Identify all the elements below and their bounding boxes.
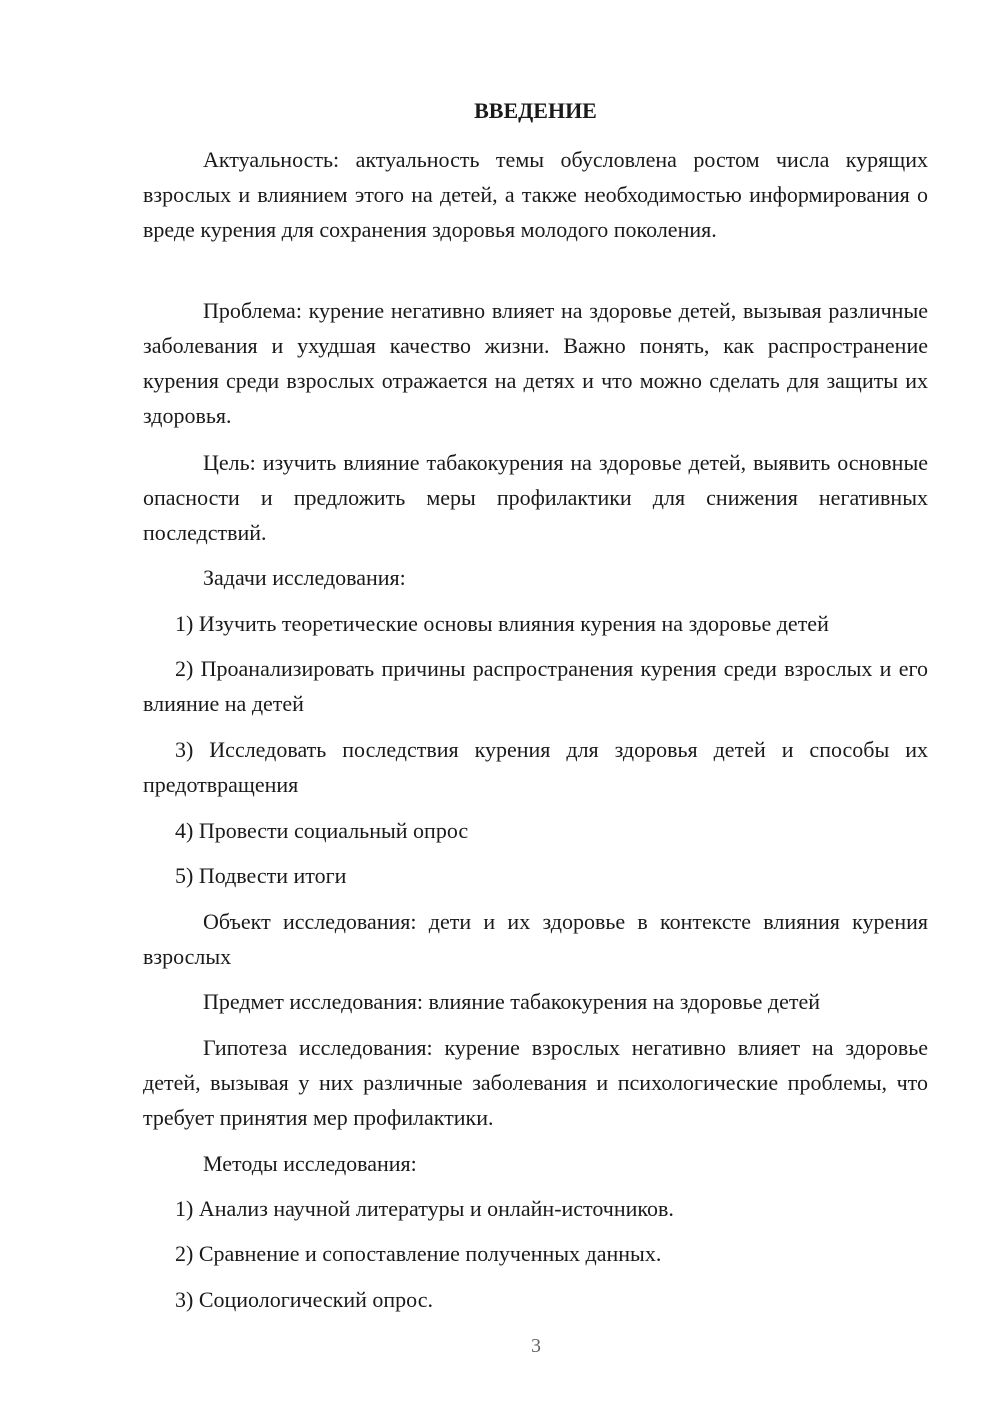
task-item: 3) Исследовать последствия курения для здоровья детей и способы их предотвращения bbox=[143, 737, 928, 797]
task-item: 4) Провести социальный опрос bbox=[175, 818, 469, 843]
page-title: ВВЕДЕНИЕ bbox=[474, 98, 597, 123]
methods-heading: Методы исследования: bbox=[203, 1151, 417, 1176]
method-item: 3) Социологический опрос. bbox=[175, 1287, 433, 1312]
hypothesis-paragraph: Гипотеза исследования: курение взрослых негативно влияет на здоровье детей, вызывая у них различные заболевания и психологические проблемы, что требует принятия мер профилактики. bbox=[143, 1035, 928, 1130]
page-number: 3 bbox=[531, 1335, 541, 1357]
tasks-heading: Задачи исследования: bbox=[203, 565, 406, 590]
relevance-paragraph: Актуальность: актуальность темы обусловлена ростом числа курящих взрослых и влиянием этого на детей, а также необходимостью информирования о вреде курения для сохранения здоровья молодого поколения. bbox=[143, 147, 928, 242]
goal-paragraph: Цель: изучить влияние табакокурения на здоровье детей, выявить основные опасности и предложить меры профилактики для снижения негативных последствий. bbox=[143, 450, 928, 545]
task-item: 2) Проанализировать причины распространения курения среди взрослых и его влияние на детей bbox=[143, 656, 928, 716]
method-item: 1) Анализ научной литературы и онлайн-источников. bbox=[175, 1196, 674, 1221]
problem-paragraph: Проблема: курение негативно влияет на здоровье детей, вызывая различные заболевания и ухудшая качество жизни. Важно понять, как распространение курения среди взрослых отражается на детях и что можно сделать для защиты их здоровья. bbox=[143, 298, 928, 428]
object-paragraph: Объект исследования: дети и их здоровье в контексте влияния курения взрослых bbox=[143, 909, 928, 969]
task-item: 1) Изучить теоретические основы влияния курения на здоровье детей bbox=[175, 611, 829, 636]
subject-paragraph: Предмет исследования: влияние табакокурения на здоровье детей bbox=[203, 989, 821, 1014]
method-item: 2) Сравнение и сопоставление полученных данных. bbox=[175, 1241, 662, 1266]
task-item: 5) Подвести итоги bbox=[175, 863, 347, 888]
